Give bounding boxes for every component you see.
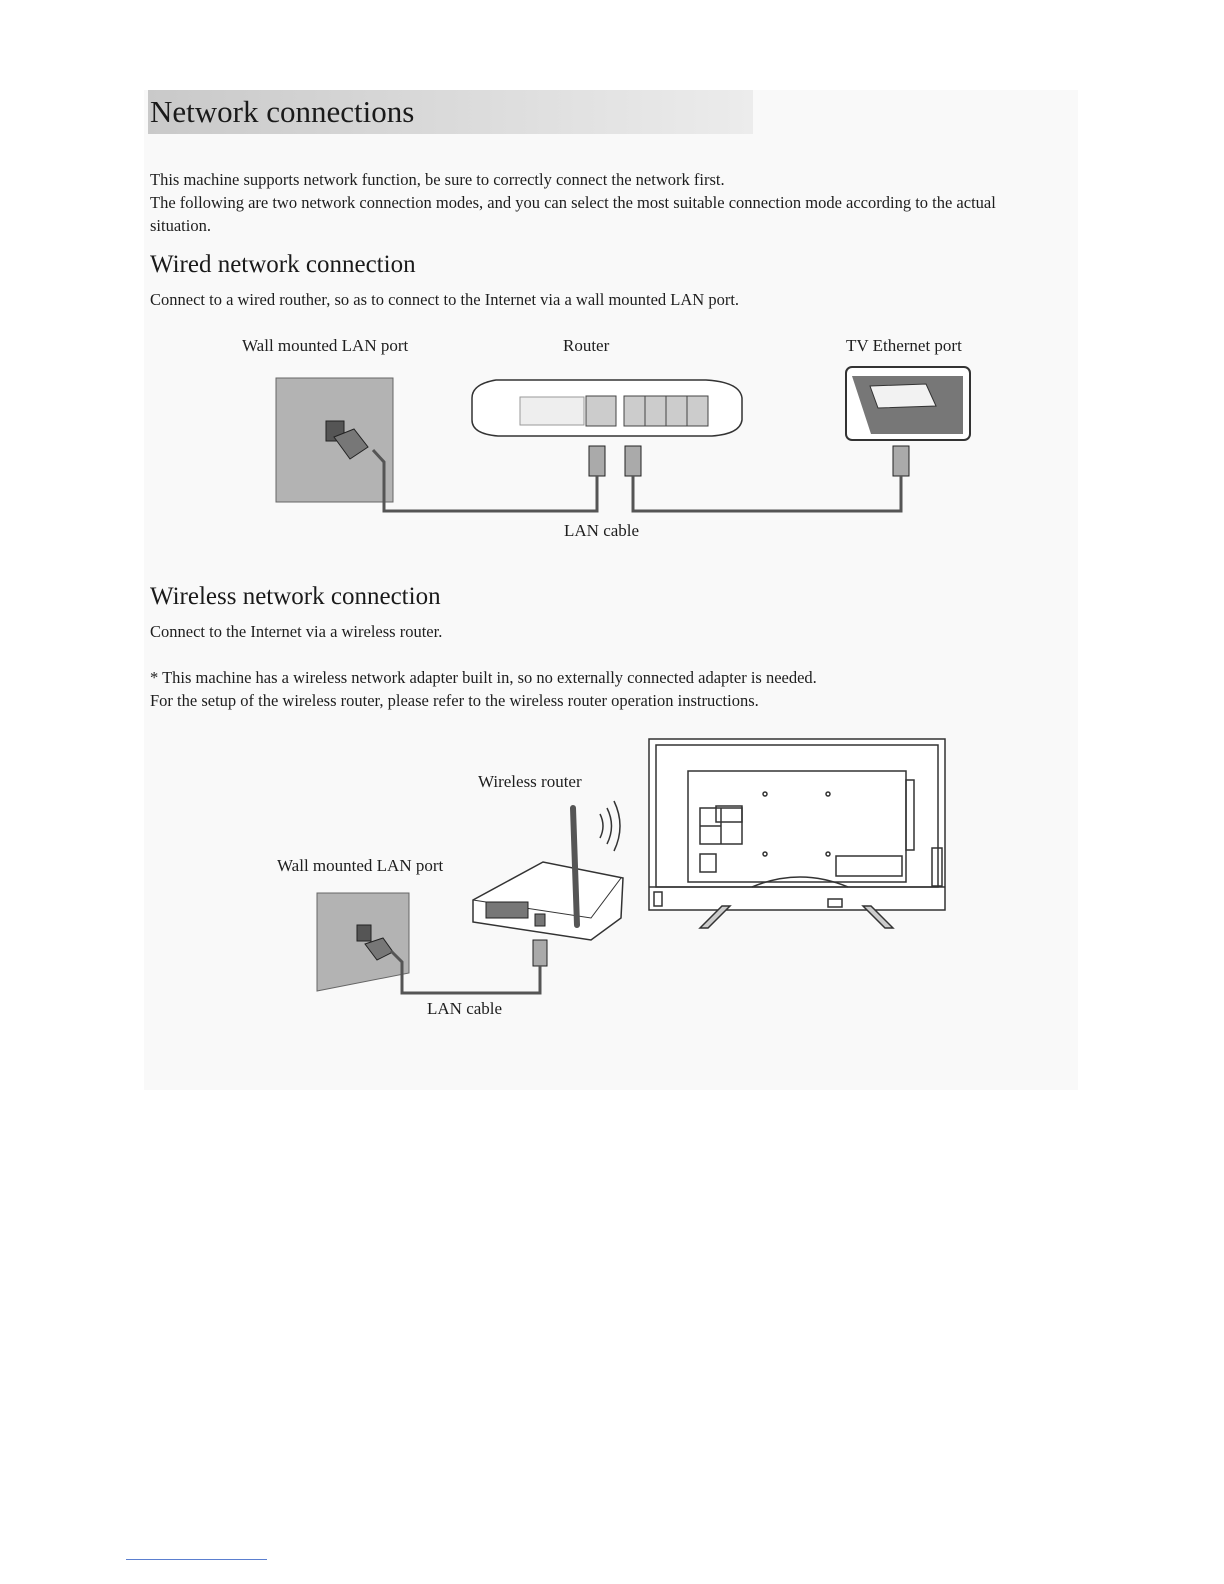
wireless-description: Connect to the Internet via a wireless router. (150, 622, 443, 641)
wall-plate-icon (317, 893, 409, 991)
lan-plug-icon (533, 940, 547, 966)
wired-tv-port-label: TV Ethernet port (846, 336, 962, 355)
wired-heading: Wired network connection (150, 251, 416, 278)
wireless-router-icon (473, 808, 623, 940)
intro-line-1: This machine supports network function, be sure to correctly connect the network first. (150, 170, 725, 189)
page-title: Network connections (150, 94, 415, 129)
lan-cable (391, 951, 540, 993)
wireless-note-2: For the setup of the wireless router, please refer to the wireless router operation instructions. (150, 691, 759, 710)
wireless-router-label: Wireless router (478, 772, 582, 791)
intro-line-2: The following are two network connection modes, and you can select the most suitable connection mode according to the actual (150, 193, 996, 212)
wireless-note-1: * This machine has a wireless network adapter built in, so no externally connected adapter is needed. (150, 668, 817, 687)
wifi-waves-icon (600, 801, 620, 851)
footer-rule (126, 1559, 267, 1560)
intro-line-3: situation. (150, 216, 211, 235)
wireless-cable-label: LAN cable (427, 999, 503, 1018)
wired-cable-label: LAN cable (564, 521, 640, 540)
tv-back-icon (649, 739, 945, 928)
wireless-heading: Wireless network connection (150, 583, 441, 610)
wired-router-label: Router (563, 336, 610, 355)
wired-wall-port-label: Wall mounted LAN port (242, 336, 409, 355)
wired-description: Connect to a wired routher, so as to connect to the Internet via a wall mounted LAN port. (150, 290, 740, 309)
wireless-wall-port-label: Wall mounted LAN port (277, 856, 444, 875)
